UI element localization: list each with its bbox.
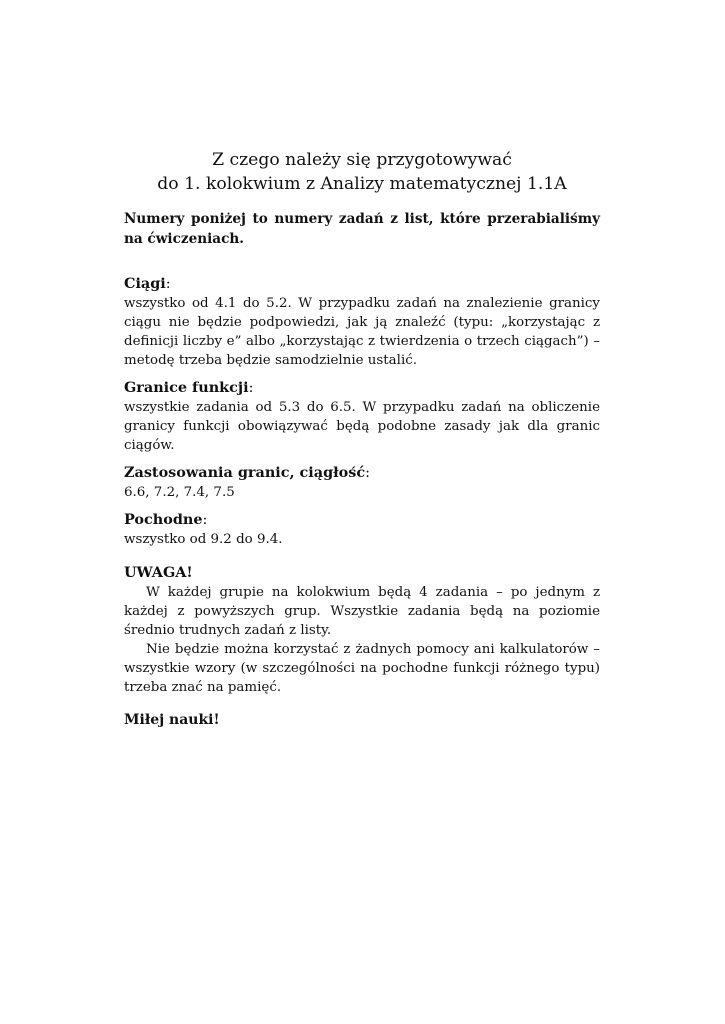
uwaga-paragraph-2: Nie będzie można korzystać z żadnych pomocy ani kalkulatorów – wszystkie wzory (w szczególności na pochodne funkcji różnego typu) trzeba znać na pamięć. xyxy=(124,642,600,695)
uwaga-heading: UWAGA! xyxy=(124,564,193,581)
section-heading xyxy=(124,274,600,294)
section-heading-text: Zastosowania granic, ciągłość xyxy=(124,464,366,481)
section-heading-colon: : xyxy=(248,380,254,396)
section-zastosowania-granic xyxy=(124,463,600,502)
uwaga-paragraph-1: W każdej grupie na kolokwium będą 4 zadania – po jednym z każdej z powyższych grup. Wszystkie zadania będą na poziomie średnio trudnych zadań z listy. xyxy=(124,585,600,638)
section-granice-funkcji xyxy=(124,378,600,455)
section-heading-text: Ciągi xyxy=(124,275,166,292)
title-line-1: Z czego należy się przygotowywać xyxy=(212,150,512,170)
section-heading-text: Granice funkcji xyxy=(124,379,249,396)
section-body: wszystko od 9.2 do 9.4. xyxy=(124,532,283,547)
section-heading xyxy=(124,378,600,398)
section-heading xyxy=(124,510,600,530)
section-heading-colon: : xyxy=(365,465,371,481)
title-line-2: do 1. kolokwium z Analizy matematycznej 1.1A xyxy=(157,174,567,194)
section-heading-colon: : xyxy=(165,276,171,292)
section-ciagi xyxy=(124,274,600,370)
section-body: wszystkie zadania od 5.3 do 6.5. W przypadku zadań na obliczenie granicy funkcji obowiązywać będą podobne zasady jak dla granic ciągów. xyxy=(124,400,600,453)
section-body: 6.6, 7.2, 7.4, 7.5 xyxy=(124,485,235,500)
section-heading-text: Pochodne xyxy=(124,511,203,528)
section-heading xyxy=(124,463,600,483)
document-title xyxy=(124,148,600,196)
section-heading-colon: : xyxy=(202,512,208,528)
uwaga-block xyxy=(124,563,600,697)
closing-line: Miłej nauki! xyxy=(124,712,220,728)
section-pochodne xyxy=(124,510,600,549)
document-page xyxy=(124,148,600,730)
section-body: wszystko od 4.1 do 5.2. W przypadku zadań na znalezienie granicy ciągu nie będzie podpowiedzi, jak ją znaleźć (typu: „korzystając z definicji liczby e” albo „korzystając z twierdzenia o trzech ciągach”) – metodę trzeba będzie samodzielnie ustalić. xyxy=(124,296,600,368)
intro-note: Numery poniżej to numery zadań z list, które przerabialiśmy na ćwiczeniach. xyxy=(124,211,600,247)
